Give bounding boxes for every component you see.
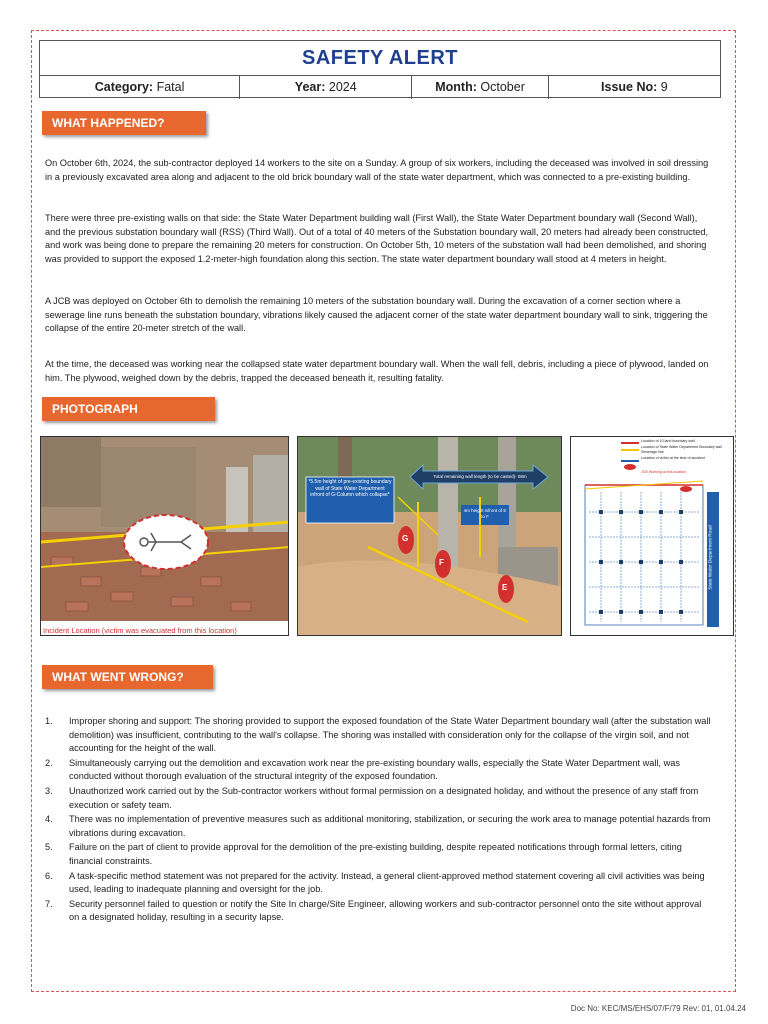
list-item: 3. Unauthorized work carried out by the Sub-contractor workers without formal permission on a designated holiday, and without the presence of any staff from execution or safety team. [45,785,699,810]
list-item: 4. There was no implementation of preventive measures such as additional monitoring, stabilization, or securing the work area to manage potential hazards from vibrations during excavation. [45,814,711,838]
height-callout: *5.5m height of pre-existing boundary wall of State Water Department infront of G-Column which collapse* [308,479,392,498]
layout-legend: Location of 10 land boundary wall Location of State Water Department Boundary wall Sewerage line Location of victim at the time of accident [641,439,722,460]
site-layout-drawing [570,436,734,636]
month-cell: Month: October [412,76,548,99]
section-photograph: PHOTOGRAPH [42,397,215,421]
list-item: 1. Improper shoring and support: The shoring provided to support the exposed foundation of the State Water Department boundary wall (after the substation wall demolition) was insufficient, contributing to the wall's collapse. The shoring was installed with consideration only for the collapse of the virgin soil, and not accounting for the height of the wall. [45,716,711,754]
list-item: 6. A task-specific method statement was not prepared for the activity. Instead, a general client-approved method statement covering all civil activities was being used, leading to inadequate planning and oversight for the job. [45,870,705,895]
alert-meta-row [40,76,720,99]
what-went-wrong-list [45,715,713,926]
site-photo-image [298,437,562,636]
issue-cell: Issue No: 9 [601,80,668,94]
marker-f: F [439,558,444,567]
document-footer: Doc No: KEC/MS/EHS/07/F/79 Rev: 01, 01.04.24 [570,1004,746,1013]
site-annotated-photo [297,436,562,636]
list-item: 7. Security personnel failed to question or notify the Site In charge/Site Engineer, allowing workers and sub-contractor personnel onto the site without approval on a designated holiday, resulting in a security lapse. [45,898,702,923]
list-item: 5. Failure on the part of client to provide approval for the demolition of the pre-existing building, despite repeated notifications through formal letters, citing financial constraints. [45,842,682,866]
paragraph-1: On October 6th, 2024, the sub-contractor deployed 14 workers to the site on a Sunday. A group of six workers, including the deceased was involved in soil dressing in a previously excavated area along and adjacent to the old brick boundary wall of the state water department, which was connected to a pre-existing building. [45,158,709,182]
issue-value: 9 [660,80,668,94]
marker-e: E [502,583,508,592]
marker-g: G [402,534,409,543]
section-what-happened: WHAT HAPPENED? [42,111,206,135]
incident-photo-image [41,437,289,636]
paragraph-4: At the time, the deceased was working near the collapsed state water department boundary wall. When the wall fell, debris, including a piece of plywood, landed on him. The plywood, weighed down by the debris, trapped the deceased beneath it, resulting fatality. [45,359,709,383]
jcb-label: JCB Working at this location [641,470,686,474]
alert-header [39,40,721,98]
paragraph-2: There were three pre-existing walls on that side: the State Water Department building wall (First Wall), the State Water Department boundary wall (Second Wall), and the previous substation boundary wall (RSS) (Third Wall). Out of a total of 40 meters of the Substation boundary wall, 20 meters had already been constructed, and work was being done to prepare the remaining 20 meters for construction. On October 5th, 10 meters of the substation wall had been demolished, and shoring was provided to support the exposed 1.2-meter-high foundation along this section. The state water department boundary wall stood at 4 meters in height. [45,213,709,264]
height-label: 4m height infront of E to F [463,508,507,519]
paragraph-3: A JCB was deployed on October 6th to demolish the remaining 10 meters of the substation boundary wall. During the excavation of a corner section where a sewerage line runs beneath the substation boundary, vibrations likely caused the adjacent corner of the state water department boundary wall to sink, triggering the collapse of the entire 20-meter stretch of the wall. [45,296,708,334]
category-value: Fatal [156,80,185,94]
year-cell: Year: 2024 [240,76,412,99]
wall-length-arrow: Total remaining wall length (to be casted)- 08m [433,474,527,479]
page-title: SAFETY ALERT [40,41,720,76]
incident-photo [40,436,289,636]
list-item: 2. Simultaneously carrying out the demolition and excavation work near the pre-existing boundary walls, especially the State Water Department wall, was conducted without thorough evaluation of the structural integrity of the exposed foundation. [45,757,680,782]
road-label: State Water Department Road [708,525,714,590]
year-value: 2024 [328,80,357,94]
section-what-went-wrong: WHAT WENT WRONG? [42,665,213,689]
month-value: October [480,80,525,94]
incident-caption: Incident Location (victim was evacuated from this location) [43,626,237,635]
category-cell: Category: Fatal [40,76,240,99]
